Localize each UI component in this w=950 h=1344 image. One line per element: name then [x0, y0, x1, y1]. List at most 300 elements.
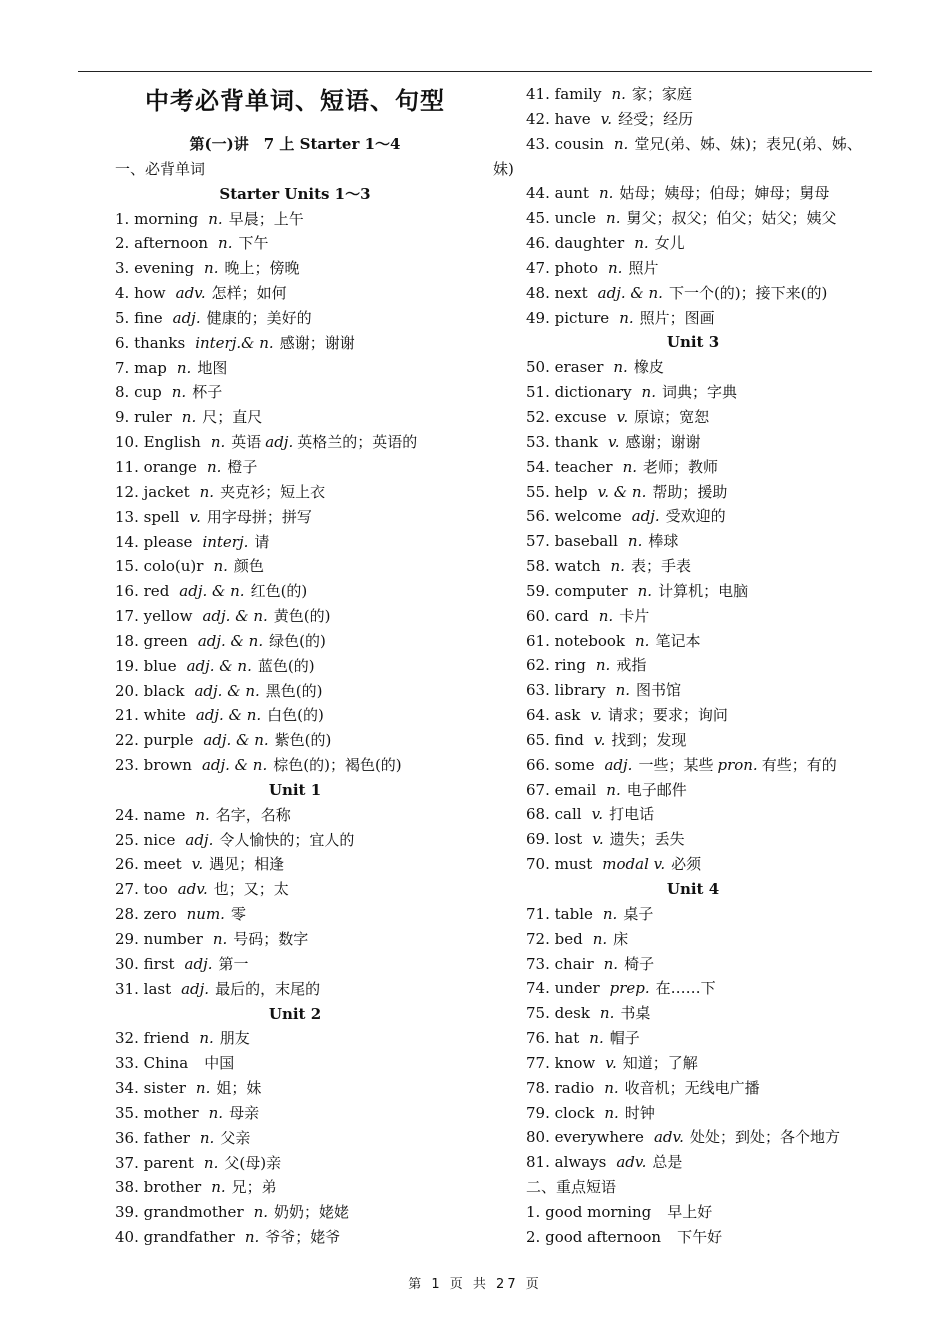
entry-meaning: 奶奶；姥姥 — [274, 1203, 350, 1222]
entry-word: orange — [143, 457, 197, 476]
part-of-speech: n. — [253, 1203, 269, 1222]
entry-meaning: 中国 — [204, 1054, 235, 1073]
entry-meaning: 戒指 — [616, 656, 647, 675]
vocab-entry — [115, 306, 475, 331]
part-of-speech: n. — [208, 209, 223, 228]
entry-number: 23. — [115, 756, 139, 775]
vocab-entry — [493, 703, 893, 728]
part-of-speech: n. — [218, 234, 233, 253]
vocab-entry — [115, 952, 475, 977]
entry-meaning: 照片 — [628, 258, 659, 277]
entry-meaning: 橡皮 — [633, 358, 664, 377]
entry-meaning: 感谢；谢谢 — [279, 333, 355, 352]
entry-number: 14. — [115, 532, 139, 551]
entry-word: teacher — [554, 457, 613, 476]
part-of-speech: v. — [616, 407, 629, 426]
entry-number: 50. — [526, 358, 550, 377]
entry-word: lost — [554, 830, 583, 849]
entry-word: baseball — [554, 532, 618, 551]
entry-number: 10. — [115, 433, 139, 452]
part-of-speech: n. — [171, 383, 187, 402]
part-of-speech: n. — [627, 532, 643, 551]
vocab-entry — [115, 654, 475, 679]
unit-heading: Starter Units 1～3 — [219, 184, 371, 203]
entry-word: card — [554, 606, 589, 625]
vocab-entry — [493, 82, 893, 107]
unit-heading: Unit 3 — [666, 333, 720, 352]
entry-word: library — [554, 681, 606, 700]
vocab-entry — [493, 256, 893, 281]
entry-word: map — [134, 358, 167, 377]
entry-number: 69. — [526, 830, 550, 849]
right-word-list — [493, 82, 893, 1250]
entry-number: 43. — [526, 134, 550, 153]
vocab-entry — [115, 927, 475, 952]
entry-meaning: 下一个(的)；接下来(的) — [668, 283, 828, 302]
part-of-speech: n. — [195, 805, 210, 824]
vocab-entry — [115, 728, 475, 753]
entry-word: eraser — [554, 358, 604, 377]
part-of-speech: n. — [181, 408, 197, 427]
vocab-entry — [493, 976, 893, 1001]
entry-meaning: 必须 — [671, 855, 702, 874]
entry-word: good morning — [545, 1202, 652, 1221]
vocab-entry — [115, 207, 475, 232]
part-of-speech: adj. — [181, 979, 210, 998]
vocab-entry — [493, 504, 893, 529]
part-of-speech: n. — [592, 929, 608, 948]
vocab-entry — [115, 380, 475, 405]
entry-word: daughter — [554, 234, 625, 253]
part-of-speech: v. — [608, 432, 620, 451]
entry-word: have — [554, 109, 591, 128]
vocab-entry — [493, 802, 893, 827]
entry-meaning: 一些；某些 — [638, 755, 714, 774]
entry-number: 57. — [526, 532, 550, 551]
page-footer: 第 1 页 共 27 页 — [408, 1277, 542, 1292]
part-of-speech: n. — [203, 1153, 219, 1172]
vocab-entry — [493, 306, 893, 331]
entry-meaning: 杯子 — [192, 383, 223, 402]
entry-continuation: 妹) — [493, 159, 514, 178]
entry-word: mother — [143, 1103, 199, 1122]
vocab-entry — [115, 629, 475, 654]
entry-meaning: 收音机；无线电广播 — [624, 1078, 760, 1097]
entry-meaning: 卡片 — [619, 606, 650, 625]
entry-word: evening — [134, 259, 195, 278]
vocab-entry — [115, 753, 475, 778]
vocab-entry — [493, 1051, 893, 1076]
part-of-speech: v. & n. — [597, 482, 647, 501]
vocab-entry — [493, 1200, 893, 1225]
entry-meaning: 第一 — [218, 954, 249, 973]
vocab-entry — [493, 430, 893, 455]
part-of-speech: modal v. — [602, 855, 666, 874]
entry-number: 37. — [115, 1153, 139, 1172]
vocab-entry — [493, 455, 893, 480]
entry-word: yellow — [143, 607, 193, 626]
entry-number: 62. — [526, 656, 550, 675]
vocab-entry — [115, 828, 475, 853]
entry-number: 34. — [115, 1079, 139, 1098]
part-of-speech: v. — [191, 855, 204, 874]
entry-number: 44. — [526, 184, 550, 203]
part-of-speech: v. — [593, 730, 606, 749]
entry-word: ring — [554, 656, 586, 675]
entry-number: 73. — [526, 954, 550, 973]
entry-meaning: 请求；要求；询问 — [607, 706, 728, 725]
part-of-speech: v. — [189, 507, 201, 526]
entry-word: help — [554, 482, 588, 501]
vocab-entry — [115, 480, 475, 505]
vocab-entry — [115, 530, 475, 555]
part-of-speech: adj. & n. — [201, 756, 268, 775]
entry-meaning: 名字，名称 — [215, 805, 291, 824]
part-of-speech: n. — [211, 1178, 226, 1197]
part-of-speech: n. — [637, 581, 653, 600]
entry-meaning: 打电话 — [609, 805, 655, 824]
entry-word: grandfather — [143, 1228, 235, 1247]
vocab-entry — [115, 430, 475, 455]
vocab-entry — [115, 256, 475, 281]
entry-number: 61. — [526, 631, 550, 650]
vocab-entry — [493, 1001, 893, 1026]
vocab-entry — [115, 703, 475, 728]
vocab-entry — [493, 952, 893, 977]
vocab-entry — [493, 355, 893, 380]
entry-meaning: 晚上；傍晚 — [224, 259, 300, 278]
part-of-speech: n. — [613, 134, 629, 153]
entry-meaning: 早上好 — [667, 1202, 713, 1221]
vocab-entry — [493, 554, 893, 579]
part-of-speech: interj.& n. — [195, 333, 274, 352]
entry-word: uncle — [554, 209, 597, 228]
entry-number: 67. — [526, 780, 550, 799]
entry-meaning: 在……下 — [655, 979, 716, 998]
part-of-speech: adj. & n. — [202, 607, 268, 626]
entry-meaning: 电子邮件 — [626, 780, 687, 799]
vocab-entry — [493, 1026, 893, 1051]
vocab-entry — [493, 181, 893, 206]
entry-number: 48. — [526, 283, 550, 302]
part-of-speech: adj. — [184, 954, 213, 973]
entry-word: photo — [554, 258, 598, 277]
vocab-entry — [115, 1225, 475, 1250]
entry-number: 18. — [115, 631, 139, 650]
entry-number: 1. — [115, 209, 130, 228]
part-of-speech: n. — [622, 457, 638, 476]
entry-word: China — [143, 1054, 189, 1073]
vocab-entry — [115, 902, 475, 927]
entry-number: 60. — [526, 606, 550, 625]
vocab-entry — [493, 1076, 893, 1101]
entry-meaning: 姑母；姨母；伯母；婶母；舅母 — [619, 184, 830, 203]
entry-word: clock — [554, 1103, 595, 1122]
part-of-speech: n. — [206, 457, 222, 476]
entry-word: table — [554, 904, 593, 923]
entry-meaning: 帮助；援助 — [652, 482, 728, 501]
entry-word: hat — [554, 1029, 580, 1048]
vocab-entry — [493, 579, 893, 604]
part-of-speech: adj. & n. — [197, 631, 264, 650]
entry-meaning: 颜色 — [233, 557, 264, 576]
entry-word: colo(u)r — [143, 557, 204, 576]
entry-meaning: 橙子 — [227, 457, 258, 476]
entry-number: 78. — [526, 1078, 550, 1097]
entry-number: 51. — [526, 383, 550, 402]
entry-number: 3. — [115, 259, 130, 278]
vocab-entry — [493, 380, 893, 405]
vocab-entry — [115, 977, 475, 1002]
entry-number: 63. — [526, 681, 550, 700]
part-of-speech: v. — [590, 706, 602, 725]
entry-meaning: 计算机；电脑 — [658, 581, 749, 600]
entry-word: English — [143, 433, 201, 452]
part-of-speech: n. — [213, 557, 228, 576]
entry-meaning: 黄色(的) — [273, 607, 331, 626]
entry-number: 56. — [526, 507, 550, 526]
entry-meaning: 姐；妹 — [216, 1079, 262, 1098]
entry-word: nice — [143, 830, 176, 849]
vocab-entry — [115, 1076, 475, 1101]
part-of-speech: n. — [606, 209, 621, 228]
vocab-entry — [115, 1200, 475, 1225]
vocab-entry — [493, 827, 893, 852]
entry-meaning: 遇见；相逢 — [209, 855, 285, 874]
entry-word: afternoon — [134, 234, 209, 253]
entry-meaning: 下午好 — [677, 1227, 723, 1246]
entry-number: 72. — [526, 929, 550, 948]
entry-number: 26. — [115, 855, 139, 874]
entry-meaning: 夹克衫；短上衣 — [220, 482, 326, 501]
entry-word: black — [143, 681, 185, 700]
entry-word: too — [143, 880, 168, 899]
entry-number: 8. — [115, 383, 130, 402]
entry-meaning: 也；又；太 — [213, 880, 289, 899]
entry-number: 76. — [526, 1029, 550, 1048]
entry-word: good afternoon — [545, 1227, 662, 1246]
entry-number: 52. — [526, 407, 550, 426]
entry-meaning: 紫色(的) — [274, 731, 332, 750]
entry-meaning: 兄；弟 — [231, 1178, 277, 1197]
entry-number: 45. — [526, 209, 550, 228]
entry-meaning: 零 — [230, 905, 246, 924]
entry-number: 2. — [115, 234, 130, 253]
entry-number: 36. — [115, 1128, 139, 1147]
entry-word: cousin — [554, 134, 604, 153]
entry-number: 9. — [115, 408, 130, 427]
entry-word: everywhere — [554, 1128, 644, 1147]
entry-number: 33. — [115, 1054, 139, 1073]
vocab-entry — [115, 1101, 475, 1126]
part-of-speech: adj. — [185, 830, 214, 849]
entry-number: 49. — [526, 308, 550, 327]
entry-word: friend — [143, 1029, 190, 1048]
entry-meaning: 请 — [254, 532, 270, 551]
entry-number: 29. — [115, 930, 139, 948]
entry-meaning: 总是 — [652, 1153, 683, 1172]
entry-word: some — [554, 755, 595, 774]
part-of-speech: n. — [176, 358, 192, 377]
entry-meaning: 表；手表 — [630, 557, 691, 576]
vocab-entry — [493, 728, 893, 753]
entry-meaning: 经受；经历 — [618, 109, 694, 128]
entry-meaning: 受欢迎的 — [665, 507, 726, 526]
entry-meaning: 老师；教师 — [643, 457, 719, 476]
entry-word: always — [554, 1153, 607, 1172]
entry-meaning: 照片；图画 — [639, 308, 715, 327]
part-of-speech: n. — [602, 904, 618, 923]
vocab-entry — [493, 678, 893, 703]
entry-number: 20. — [115, 681, 139, 700]
vocab-entry — [493, 778, 893, 803]
entry-number: 71. — [526, 904, 550, 923]
vocab-entry — [115, 356, 475, 381]
entry-word: number — [143, 930, 203, 948]
entry-number: 28. — [115, 905, 139, 924]
entry-meaning: 找到；发现 — [611, 730, 687, 749]
entry-meaning: 号码；数字 — [233, 930, 309, 948]
part-of-speech: n. — [204, 259, 219, 278]
part-of-speech: n. — [599, 1004, 615, 1023]
entry-meaning: 绿色(的) — [269, 631, 326, 650]
entry-word: brown — [143, 756, 192, 775]
entry-word: desk — [554, 1004, 590, 1023]
entry-meaning: 爷爷；姥爷 — [265, 1228, 341, 1247]
part-of-speech: interj. — [202, 532, 249, 551]
entry-word: thank — [554, 432, 599, 451]
part-of-speech: adv. — [175, 284, 206, 303]
entry-number: 22. — [115, 731, 139, 750]
entry-number: 59. — [526, 581, 550, 600]
entry-meaning: 词典；字典 — [661, 383, 737, 402]
unit-heading: Unit 2 — [268, 1004, 322, 1023]
entry-meaning: 黑色(的) — [265, 681, 323, 700]
part-of-speech: n. — [613, 358, 628, 377]
part-of-speech: adj. & n. — [186, 656, 252, 675]
entry-number: 5. — [115, 308, 130, 327]
entry-meaning: 父(母)亲 — [224, 1153, 282, 1172]
entry-word: morning — [134, 209, 199, 228]
entry-meaning: 白色(的) — [267, 706, 324, 725]
entry-meaning: 书桌 — [620, 1004, 651, 1023]
entry-number: 13. — [115, 507, 139, 526]
part-of-speech-2: adj. — [265, 433, 294, 452]
vocab-entry — [115, 405, 475, 430]
part-of-speech: adv. — [616, 1153, 647, 1172]
vocab-entry — [493, 132, 893, 157]
entry-word: grandmother — [143, 1203, 244, 1222]
entry-word: family — [554, 85, 602, 103]
entry-word: fine — [134, 308, 163, 327]
entry-meaning-2: 有些；有的 — [761, 755, 837, 774]
entry-meaning: 健康的；美好的 — [206, 308, 312, 327]
entry-number: 6. — [115, 333, 130, 352]
vocab-entry — [493, 753, 893, 778]
entry-word: how — [134, 284, 166, 303]
part-of-speech: n. — [199, 482, 215, 501]
entry-meaning: 早晨；上午 — [228, 209, 304, 228]
entry-word: white — [143, 706, 186, 725]
part-of-speech: n. — [199, 1128, 215, 1147]
entry-meaning: 地图 — [197, 358, 228, 377]
vocab-entry — [115, 455, 475, 480]
entry-meaning: 原谅；宽恕 — [634, 407, 710, 426]
section-heading-phrases: 二、重点短语 — [526, 1178, 617, 1197]
entry-number: 46. — [526, 234, 550, 253]
entry-number: 4. — [115, 284, 130, 303]
section-heading-words: 一、必背单词 — [115, 159, 206, 178]
entry-number: 27. — [115, 880, 139, 899]
entry-number: 17. — [115, 607, 139, 626]
entry-word: green — [143, 631, 188, 650]
entry-word: brother — [143, 1178, 202, 1197]
part-of-speech: v. — [592, 830, 604, 849]
entry-meaning: 家；家庭 — [631, 85, 692, 103]
entry-number: 66. — [526, 755, 550, 774]
vocab-entry — [493, 629, 893, 654]
part-of-speech: adj. & n. — [203, 731, 269, 750]
unit-heading: Unit 4 — [666, 880, 720, 898]
part-of-speech: adv. — [177, 880, 208, 899]
entry-word: parent — [143, 1153, 194, 1172]
vocab-entry — [115, 579, 475, 604]
entry-word: thanks — [134, 333, 186, 352]
entry-word: please — [143, 532, 193, 551]
part-of-speech: n. — [598, 184, 614, 203]
entry-meaning: 母亲 — [229, 1103, 260, 1122]
top-rule — [78, 71, 872, 72]
part-of-speech: v. — [591, 805, 604, 824]
part-of-speech: n. — [641, 383, 656, 402]
entry-meaning: 棒球 — [648, 532, 679, 551]
entry-meaning: 桌子 — [623, 904, 654, 923]
entry-word: name — [143, 805, 186, 824]
entry-number: 31. — [115, 979, 139, 998]
part-of-speech: n. — [610, 557, 625, 576]
entry-number: 58. — [526, 557, 550, 576]
vocab-entry — [115, 852, 475, 877]
left-column — [115, 132, 475, 1250]
part-of-speech: n. — [606, 780, 621, 799]
lecture-heading: 第(一)讲 7 上 Starter 1～4 — [189, 135, 401, 153]
entry-word: purple — [143, 731, 194, 750]
vocab-entry — [493, 653, 893, 678]
vocab-entry — [493, 1125, 893, 1150]
entry-word: bed — [554, 929, 583, 948]
entry-meaning: 女儿 — [654, 234, 685, 253]
entry-meaning: 帽子 — [609, 1029, 640, 1048]
entry-word: ruler — [134, 408, 172, 427]
entry-word: excuse — [554, 407, 607, 426]
part-of-speech: n. — [608, 258, 623, 277]
part-of-speech: n. — [611, 85, 626, 103]
entry-meaning: 感谢；谢谢 — [625, 432, 701, 451]
part-of-speech: n. — [199, 1029, 214, 1048]
vocab-entry — [115, 231, 475, 256]
entry-word: red — [143, 582, 170, 601]
entry-number: 74. — [526, 979, 550, 998]
entry-meaning: 椅子 — [624, 954, 655, 973]
part-of-speech: n. — [244, 1228, 260, 1247]
entry-number: 65. — [526, 730, 550, 749]
entry-meaning: 令人愉快的；宜人的 — [219, 830, 355, 849]
vocab-entry — [493, 927, 893, 952]
entry-word: zero — [143, 905, 177, 924]
part-of-speech: adj. & n. — [194, 681, 260, 700]
entry-number: 30. — [115, 954, 139, 973]
part-of-speech: n. — [589, 1029, 604, 1048]
